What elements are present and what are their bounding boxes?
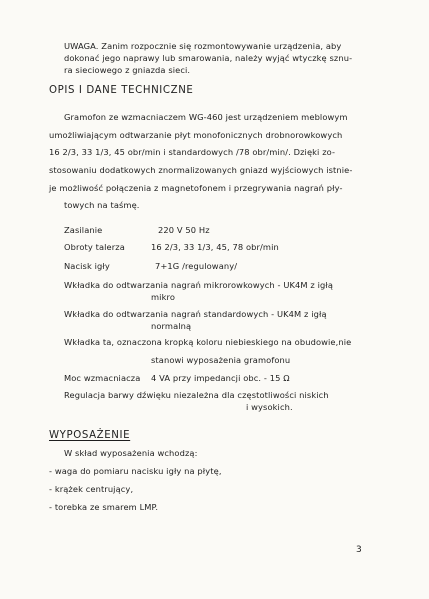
- spec-obroty-value: 16 2/3, 33 1/3, 45, 78 obr/min: [151, 242, 279, 252]
- spec-mikro-line-1: Wkładka do odtwarzania nagrań mikrorowkowych - UK4M z igłą: [64, 280, 334, 290]
- wyposazenie-item-1: - waga do pomiaru nacisku igły na płytę,: [49, 466, 222, 476]
- paragraph-line-2: umożliwiającym odtwarzanie płyt monofonicznych drobnorowkowych: [49, 130, 343, 140]
- section-title-wyposazenie: WYPOSAŻENIE: [49, 430, 131, 441]
- paragraph-line-4: stosowaniu dodatkowych znormalizowanych gniazd wyjściowych istnie-: [49, 165, 353, 175]
- paragraph-line-1: Gramofon ze wzmacniaczem WG-460 jest urządzeniem meblowym: [64, 112, 348, 122]
- spec-zasilanie-value: 220 V 50 Hz: [158, 225, 210, 235]
- spec-regulacja-line-1: Regulacja barwy dźwięku niezależna dla częstotliwości niskich: [64, 390, 329, 400]
- section-title-opis: OPIS I DANE TECHNICZNE: [49, 85, 194, 96]
- warning-line-2: dokonać jego naprawy lub smarowania, należy wyjąć wtyczkę sznu-: [64, 53, 353, 63]
- spec-wkladka-line-2: stanowi wyposażenia gramofonu: [151, 355, 291, 365]
- spec-zasilanie-label: Zasilanie: [64, 225, 103, 235]
- spec-regulacja-line-2: i wysokich.: [246, 402, 293, 412]
- spec-moc-label: Moc wzmacniacza: [64, 373, 141, 383]
- spec-mikro-line-2: mikro: [151, 292, 175, 302]
- spec-obroty-label: Obroty talerza: [64, 242, 125, 252]
- paragraph-line-3: 16 2/3, 33 1/3, 45 obr/min i standardowych /78 obr/min/. Dzięki zo-: [49, 147, 336, 157]
- spec-wkladka-line-1: Wkładka ta, oznaczona kropką koloru niebieskiego na obudowie,nie: [64, 337, 352, 347]
- page-number: 3: [356, 545, 362, 555]
- spec-std-line-2: normalną: [151, 321, 192, 331]
- wyposazenie-item-3: - torebka ze smarem LMP.: [49, 502, 159, 512]
- spec-std-line-1: Wkładka do odtwarzania nagrań standardowych - UK4M z igłą: [64, 309, 327, 319]
- spec-moc-value: 4 VA przy impedancji obc. - 15 Ω: [151, 373, 290, 383]
- wyposazenie-intro: W skład wyposażenia wchodzą:: [64, 448, 198, 458]
- paragraph-line-6: towych na taśmę.: [64, 200, 140, 210]
- warning-line-1: UWAGA. Zanim rozpocznie się rozmontowywanie urządzenia, aby: [64, 41, 342, 51]
- spec-nacisk-value: 7+1G /regulowany/: [155, 261, 238, 271]
- warning-line-3: ra sieciowego z gniazda sieci.: [64, 65, 191, 75]
- paragraph-line-5: je możliwość połączenia z magnetofonem i przegrywania nagrań pły-: [49, 183, 343, 193]
- wyposazenie-item-2: - krążek centrujący,: [49, 484, 134, 494]
- spec-nacisk-label: Nacisk igły: [64, 261, 110, 271]
